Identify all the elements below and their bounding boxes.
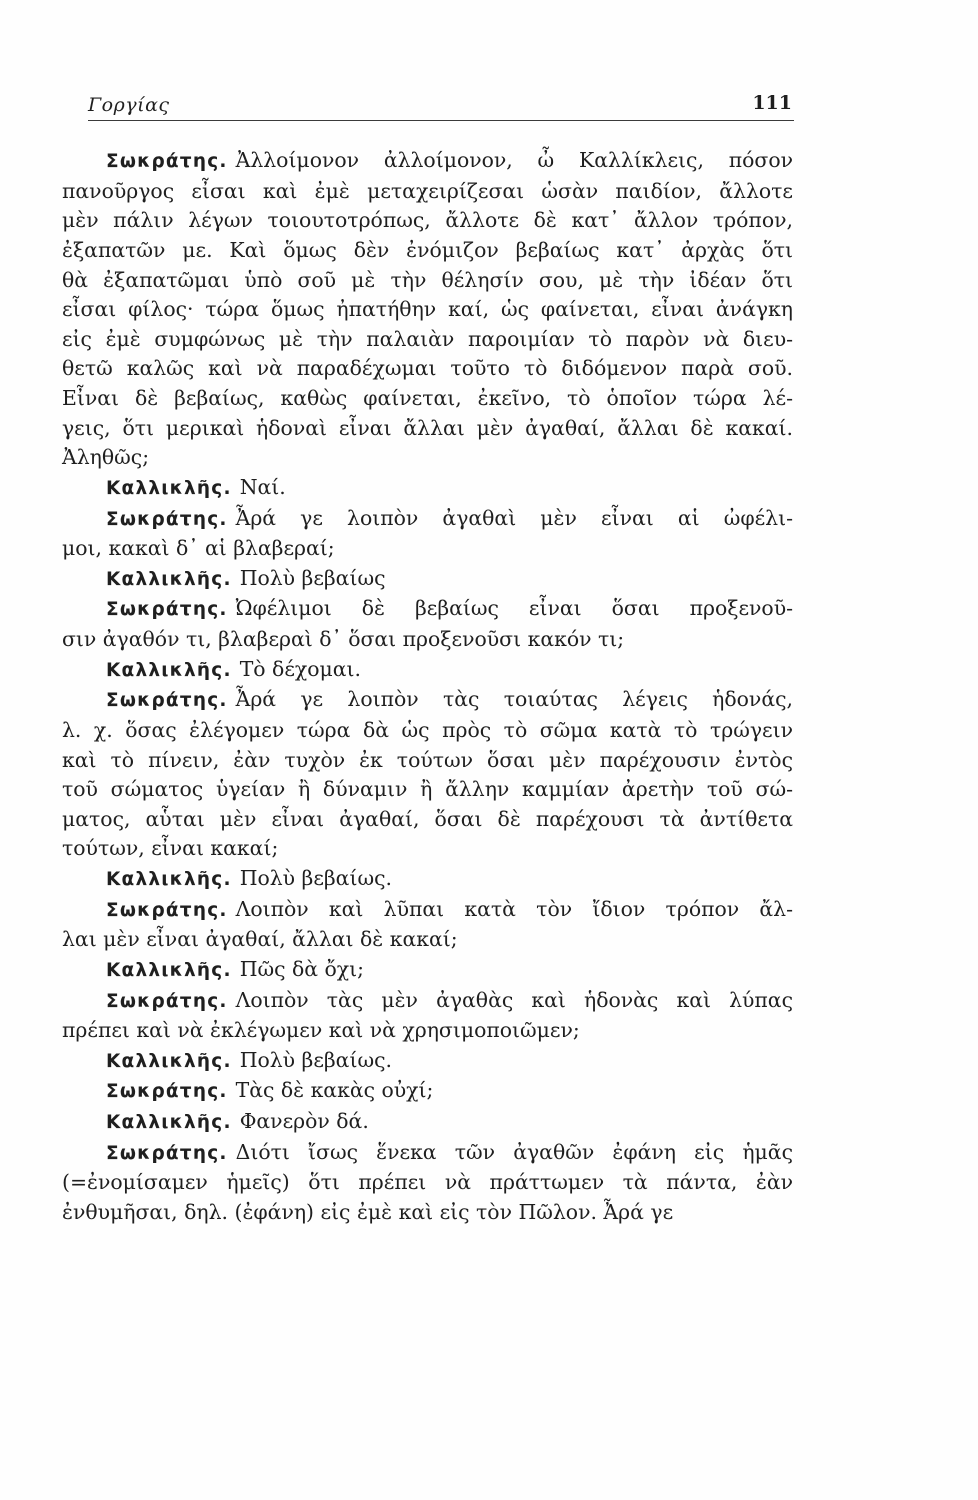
speaker-name: Σωκράτης.	[106, 690, 228, 712]
text-line	[62, 534, 793, 564]
line-text: Φανερὸν δά.	[239, 1109, 369, 1133]
page-number: 111	[752, 92, 792, 114]
text-line	[62, 986, 793, 1017]
text-line	[62, 266, 793, 296]
line-text: (=ἐνομίσαμεν ἡμεῖς) ὅτι πρέπει νὰ πράττωμεν τὰ πάντα, ἐὰν	[62, 1170, 793, 1195]
text-line	[62, 325, 793, 355]
text-line	[62, 955, 793, 986]
line-text: καὶ τὸ πίνειν, ἐὰν τυχὸν ἐκ τούτων ὅσαι μὲν παρέχουσιν ἐντὸς	[62, 747, 793, 772]
line-text: θετῶ καλῶς καὶ νὰ παραδέχωμαι τοῦτο τὸ διδόμενον παρὰ σοῦ.	[62, 356, 793, 381]
dialogue-turn	[62, 955, 793, 986]
line-text: Διότι ἴσως ἕνεκα τῶν ἀγαθῶν ἐφάνη εἰς ἡμᾶς	[235, 1139, 793, 1164]
speaker-name: Καλλικλῆς.	[106, 1050, 232, 1072]
line-text: Ναί.	[239, 474, 286, 499]
text-line	[62, 354, 793, 384]
line-text: εἰς ἐμὲ συμφώνως μὲ τὴν παλαιὰν παροιμίαν τὸ παρὸν νὰ διευ-	[62, 326, 793, 351]
speaker-name: Σωκράτης.	[106, 508, 228, 530]
text-line	[62, 834, 793, 864]
dialogue-turn	[62, 864, 793, 895]
line-text: ματος, αὗται μὲν εἶναι ἀγαθαί, ὅσαι δὲ παρέχουσι τὰ ἀντίθετα	[62, 806, 793, 831]
dialogue-turn	[62, 685, 793, 864]
text-line	[62, 443, 793, 473]
dialogue-turn	[62, 1107, 793, 1138]
text-line	[62, 146, 793, 177]
line-text: Πολὺ βεβαίως	[239, 565, 386, 590]
text-line	[62, 594, 793, 625]
line-text: πανοῦργος εἶσαι καὶ ἐμὲ μεταχειρίζεσαι ὡσὰν παιδίον, ἄλλοτε	[62, 178, 793, 203]
text-line	[62, 625, 793, 655]
line-text: Ἀλλοίμονον ἀλλοίμονον, ὦ Καλλίκλεις, πόσον	[235, 148, 793, 172]
dialogue-turn	[62, 146, 793, 473]
line-text: Λοιπὸν καὶ λῦπαι κατὰ τὸν ἴδιον τρόπον ἄλ-	[235, 896, 793, 921]
text-line	[62, 236, 793, 266]
dialogue-turn	[62, 504, 793, 564]
dialogue-turn	[62, 1076, 793, 1107]
line-text: ἐνθυμῆσαι, δηλ. (ἐφάνη) εἰς ἐμὲ καὶ εἰς τὸν Πῶλον. Ἆρά γε	[62, 1199, 674, 1224]
line-text: πρέπει καὶ νὰ ἐκλέγωμεν καὶ νὰ χρησιμοποιῶμεν;	[62, 1018, 580, 1043]
line-text: Εἶναι δὲ βεβαίως, καθὼς φαίνεται, ἐκεῖνο, τὸ ὁποῖον τώρα λέ-	[62, 386, 793, 410]
dialogue-turn	[62, 895, 793, 955]
line-text: Ἆρά γε λοιπὸν ἀγαθαὶ μὲν εἶναι αἱ ὠφέλι-	[235, 505, 793, 530]
speaker-name: Σωκράτης.	[106, 899, 228, 921]
text-line	[62, 414, 793, 444]
running-header	[88, 86, 794, 121]
text-line	[62, 1168, 793, 1198]
dialogue-turn	[62, 473, 793, 504]
text-line	[62, 1076, 793, 1107]
dialogue-turn	[62, 1138, 793, 1228]
speaker-name: Σωκράτης.	[106, 990, 228, 1012]
dialogue-turn	[62, 1046, 793, 1077]
line-text: σιν ἀγαθόν τι, βλαβεραὶ δ᾿ ὅσαι προξενοῦσι κακόν τι;	[62, 627, 625, 651]
text-line	[62, 805, 793, 835]
text-line	[62, 775, 793, 805]
speaker-name: Σωκράτης.	[106, 599, 228, 621]
dialogue-text	[62, 146, 793, 1228]
text-line	[62, 895, 793, 926]
line-text: Πολὺ βεβαίως.	[239, 1047, 392, 1072]
dialogue-turn	[62, 594, 793, 654]
text-line	[62, 177, 793, 207]
line-text: μοι, κακαὶ δ᾿ αἱ βλαβεραί;	[62, 536, 335, 561]
text-line	[62, 564, 793, 595]
speaker-name: Καλλικλῆς.	[106, 1112, 232, 1133]
speaker-name: Σωκράτης.	[106, 1081, 228, 1103]
dialogue-turn	[62, 564, 793, 595]
text-line	[62, 1198, 793, 1228]
line-text: εἶσαι φίλος· τώρα ὅμως ἠπατήθην καί, ὡς φαίνεται, εἶναι ἀνάγκη	[62, 297, 793, 322]
text-line	[62, 925, 793, 955]
line-text: Πολὺ βεβαίως.	[239, 866, 392, 890]
line-text: τοῦ σώματος ὑγείαν ἢ δύναμιν ἢ ἄλλην καμμίαν ἀρετὴν τοῦ σώ-	[62, 777, 793, 802]
text-line	[62, 1107, 793, 1138]
speaker-name: Σωκράτης.	[106, 151, 228, 172]
speaker-name: Καλλικλῆς.	[106, 477, 232, 499]
line-text: Τὸ δέχομαι.	[239, 656, 362, 681]
text-line	[62, 1138, 793, 1169]
text-line	[62, 716, 793, 746]
line-text: θὰ ἐξαπατῶμαι ὑπὸ σοῦ μὲ τὴν θέλησίν σου, μὲ τὴν ἰδέαν ὅτι	[62, 267, 793, 292]
text-line	[62, 864, 793, 895]
speaker-name: Καλλικλῆς.	[106, 659, 232, 681]
text-line	[62, 1016, 793, 1046]
line-text: Πῶς δὰ ὄχι;	[239, 956, 365, 981]
line-text: μὲν πάλιν λέγων τοιουτοτρόπως, ἄλλοτε δὲ κατ᾿ ἄλλον τρόπον,	[62, 208, 793, 233]
line-text: γεις, ὅτι μερικαὶ ἡδοναὶ εἶναι ἄλλαι μὲν ἀγαθαί, ἄλλαι δὲ κακαί.	[62, 415, 793, 440]
line-text: λαι μὲν εἶναι ἀγαθαί, ἄλλαι δὲ κακαί;	[62, 927, 458, 952]
line-text: Λοιπὸν τὰς μὲν ἀγαθὰς καὶ ἡδονὰς καὶ λύπας	[235, 987, 793, 1012]
speaker-name: Καλλικλῆς.	[106, 869, 232, 890]
line-text: τούτων, εἶναι κακαί;	[62, 836, 279, 861]
text-line	[62, 655, 793, 686]
line-text: Ὠφέλιμοι δὲ βεβαίως εἶναι ὅσαι προξενοῦ-	[235, 596, 793, 621]
line-text: Ἀληθῶς;	[62, 445, 150, 470]
text-line	[62, 384, 793, 414]
line-text: λ. χ. ὅσας ἐλέγομεν τώρα δὰ ὡς πρὸς τὸ σῶμα κατὰ τὸ τρώγειν	[62, 717, 793, 742]
text-line	[62, 295, 793, 325]
line-text: Ἆρά γε λοιπὸν τὰς τοιαύτας λέγεις ἡδονάς,	[235, 687, 793, 712]
dialogue-turn	[62, 655, 793, 686]
text-line	[62, 473, 793, 504]
text-line	[62, 504, 793, 535]
speaker-name: Σωκράτης.	[106, 1142, 228, 1164]
line-text: Τὰς δὲ κακὰς οὐχί;	[235, 1078, 434, 1103]
dialogue-turn	[62, 986, 793, 1046]
text-line	[62, 746, 793, 776]
text-line	[62, 1046, 793, 1077]
text-line	[62, 685, 793, 716]
running-title: Γοργίας	[88, 94, 170, 116]
speaker-name: Καλλικλῆς.	[106, 568, 232, 590]
text-line	[62, 206, 793, 236]
line-text: ἐξαπατῶν με. Καὶ ὅμως δὲν ἐνόμιζον βεβαίως κατ᾿ ἀρχὰς ὅτι	[62, 237, 793, 262]
speaker-name: Καλλικλῆς.	[106, 959, 232, 981]
